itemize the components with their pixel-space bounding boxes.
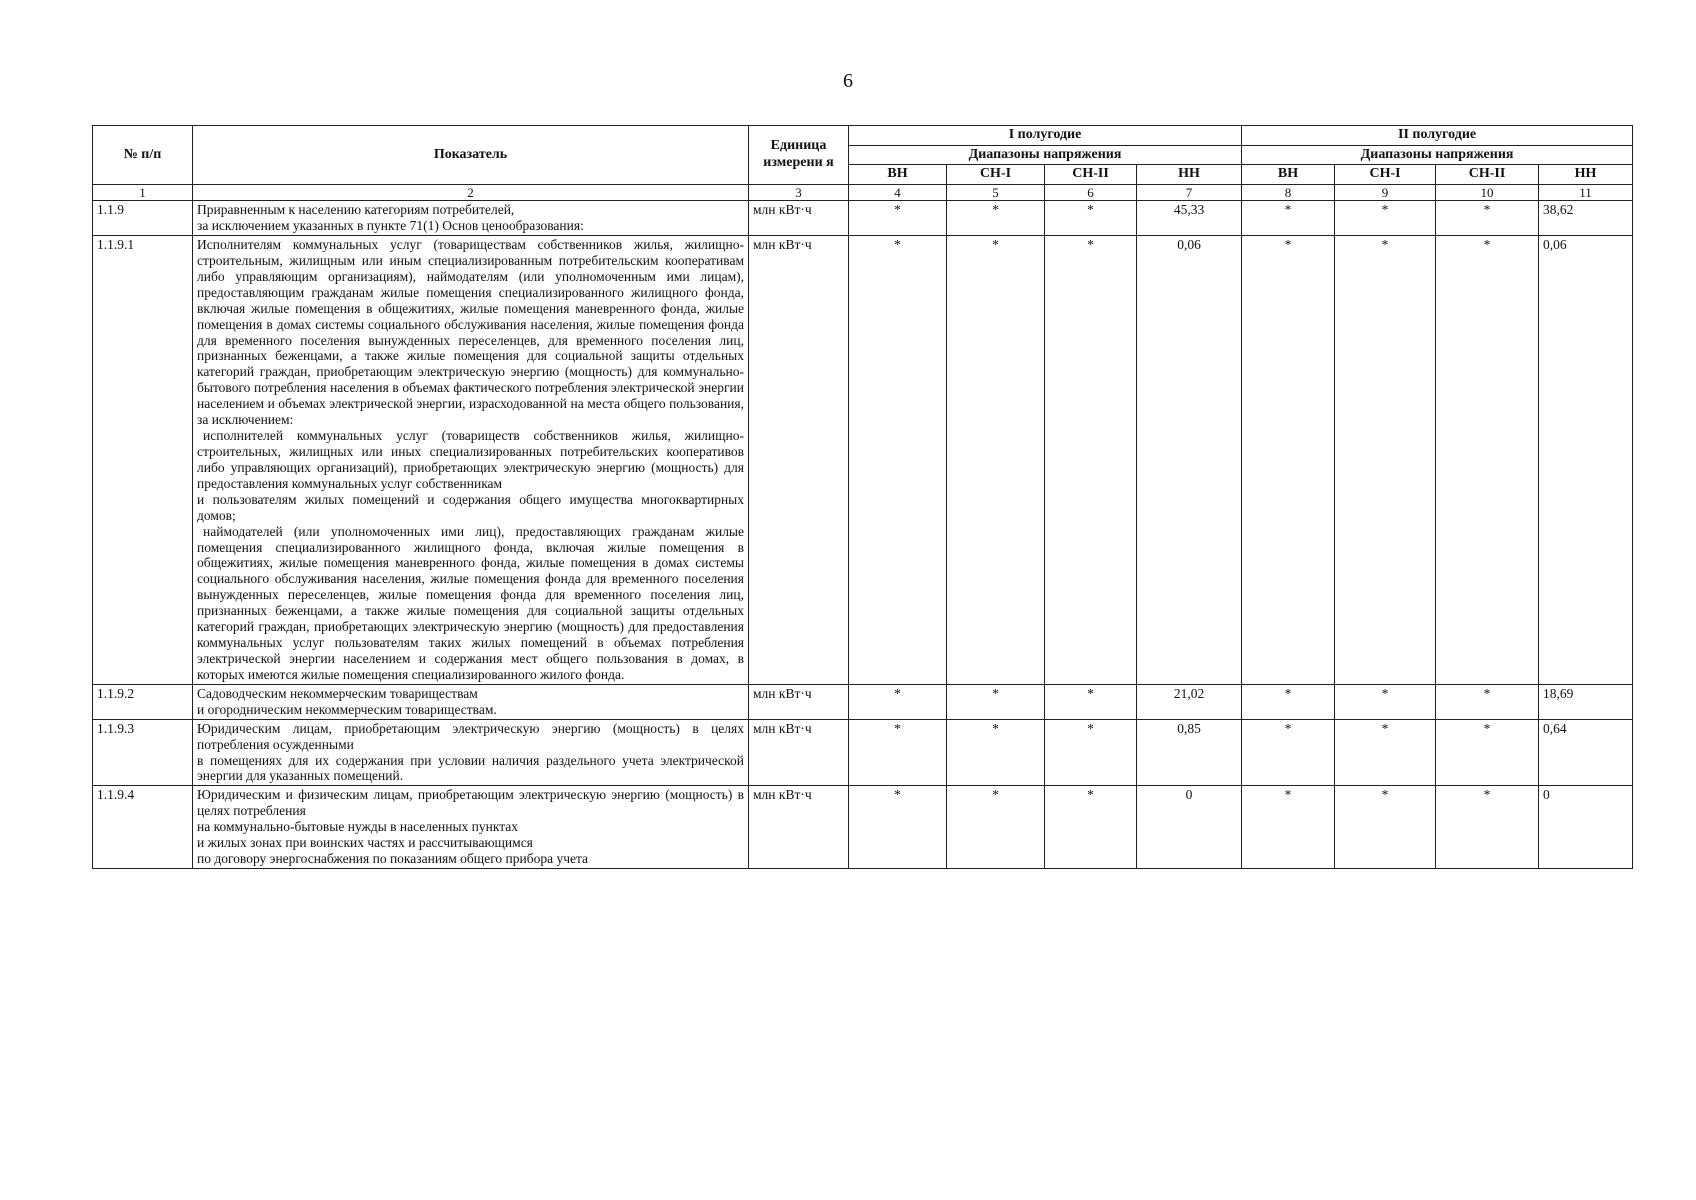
description-line: в помещениях для их содержания при условии наличия раздельного учета электрической энергии для указанных помещений. bbox=[197, 752, 744, 784]
description-line: на коммунально-бытовые нужды в населенных пунктах bbox=[197, 819, 519, 835]
value-h2-nn: 0 bbox=[1539, 786, 1633, 869]
row-number: 1.1.9.4 bbox=[93, 786, 193, 869]
column-number: 5 bbox=[947, 184, 1045, 201]
value-h1-sn1: * bbox=[947, 719, 1045, 786]
row-unit: млн кВт·ч bbox=[749, 786, 849, 869]
value-h1-sn2: * bbox=[1045, 236, 1137, 685]
header-level-vn: ВН bbox=[1242, 165, 1335, 185]
tariff-balance-table bbox=[92, 125, 1633, 869]
value-h1-vn: * bbox=[849, 236, 947, 685]
header-voltage-ranges-2: Диапазоны напряжения bbox=[1242, 145, 1633, 165]
header-level-sn2: СН-II bbox=[1436, 165, 1539, 185]
column-number: 4 bbox=[849, 184, 947, 201]
description-line: за исключением указанных в пункте 71(1) Основ ценообразования: bbox=[197, 218, 584, 234]
value-h1-sn1: * bbox=[947, 786, 1045, 869]
value-h2-sn2: * bbox=[1436, 786, 1539, 869]
value-h1-sn1: * bbox=[947, 236, 1045, 685]
row-unit: млн кВт·ч bbox=[749, 236, 849, 685]
column-number: 2 bbox=[193, 184, 749, 201]
description-line: по договору энергоснабжения по показаниям общего прибора учета bbox=[197, 851, 589, 867]
row-number: 1.1.9.1 bbox=[93, 236, 193, 685]
header-level-vn: ВН bbox=[849, 165, 947, 185]
value-h2-vn: * bbox=[1242, 236, 1335, 685]
value-h2-nn: 38,62 bbox=[1539, 201, 1633, 236]
value-h2-nn: 0,64 bbox=[1539, 719, 1633, 786]
table-row bbox=[93, 786, 1633, 869]
value-h2-nn: 18,69 bbox=[1539, 684, 1633, 719]
value-h2-sn2: * bbox=[1436, 719, 1539, 786]
row-description bbox=[193, 719, 749, 786]
row-number: 1.1.9.2 bbox=[93, 684, 193, 719]
column-number: 1 bbox=[93, 184, 193, 201]
column-number: 10 bbox=[1436, 184, 1539, 201]
value-h1-nn: 0,85 bbox=[1137, 719, 1242, 786]
value-h2-vn: * bbox=[1242, 684, 1335, 719]
value-h2-sn1: * bbox=[1335, 201, 1436, 236]
column-number: 3 bbox=[749, 184, 849, 201]
row-number: 1.1.9 bbox=[93, 201, 193, 236]
value-h1-vn: * bbox=[849, 719, 947, 786]
value-h2-sn1: * bbox=[1335, 719, 1436, 786]
description-line: Юридическим лицам, приобретающим электрическую энергию (мощность) в целях потребления осужденными bbox=[197, 720, 744, 752]
page-number: 6 bbox=[843, 70, 853, 92]
row-unit: млн кВт·ч bbox=[749, 201, 849, 236]
description-line: Юридическим и физическим лицам, приобретающим электрическую энергию (мощность) в целях потребления bbox=[197, 787, 744, 819]
header-indicator: Показатель bbox=[193, 126, 749, 185]
header-half-2: II полугодие bbox=[1242, 126, 1633, 146]
value-h1-vn: * bbox=[849, 201, 947, 236]
value-h2-sn2: * bbox=[1436, 236, 1539, 685]
value-h1-nn: 0,06 bbox=[1137, 236, 1242, 685]
value-h1-nn: 45,33 bbox=[1137, 201, 1242, 236]
value-h2-sn1: * bbox=[1335, 684, 1436, 719]
column-number: 9 bbox=[1335, 184, 1436, 201]
value-h1-sn1: * bbox=[947, 684, 1045, 719]
value-h1-vn: * bbox=[849, 684, 947, 719]
header-voltage-ranges-1: Диапазоны напряжения bbox=[849, 145, 1242, 165]
description-line: и огородническим некоммерческим товариществам. bbox=[197, 701, 497, 717]
description-line: Исполнителям коммунальных услуг (товариществам собственников жилья, жилищно-строительным, жилищным или иным специализированным потребительским кооперативам либо управляющим организациям), наймодателям (или уполномоченным ими лицам), предоставляющим гражданам жилые помещения специализированного жилищного фонда, включая жилые помещения в общежитиях, жилые помещения маневренного фонда, жилые помещения в домах системы социального обслуживания населения, жилые помещения фонда для временного поселения вынужденных переселенцев, для временного поселения лиц, признанных беженцами, а также жилые помещения для социальной защиты отдельных категорий граждан, приобретающим электрическую энергию (мощность) для коммунально-бытового потребления населения в объемах фактического потребления электрической энергии населением и объемах электрической энергии, израсходованной на места общего пользования, за исключением: bbox=[197, 237, 744, 428]
row-description bbox=[193, 236, 749, 685]
value-h2-nn: 0,06 bbox=[1539, 236, 1633, 685]
value-h2-sn2: * bbox=[1436, 201, 1539, 236]
column-number-row bbox=[93, 184, 1633, 201]
value-h1-sn2: * bbox=[1045, 719, 1137, 786]
header-level-nn: НН bbox=[1137, 165, 1242, 185]
table-header bbox=[93, 126, 1633, 201]
column-number: 11 bbox=[1539, 184, 1633, 201]
header-level-nn: НН bbox=[1539, 165, 1633, 185]
header-unit: Единица измерени я bbox=[749, 126, 849, 185]
value-h1-nn: 21,02 bbox=[1137, 684, 1242, 719]
value-h2-vn: * bbox=[1242, 201, 1335, 236]
header-level-sn2: СН-II bbox=[1045, 165, 1137, 185]
value-h1-sn1: * bbox=[947, 201, 1045, 236]
description-line: исполнителей коммунальных услуг (товариществ собственников жилья, жилищно-строительных, жилищных или иных специализированных потребительских кооперативов либо управляющих организаций), приобретающих электрическую энергию (мощность) для предоставления коммунальных услуг собственникам bbox=[197, 428, 744, 491]
value-h1-nn: 0 bbox=[1137, 786, 1242, 869]
value-h1-sn2: * bbox=[1045, 684, 1137, 719]
column-number: 6 bbox=[1045, 184, 1137, 201]
value-h1-sn2: * bbox=[1045, 201, 1137, 236]
value-h2-vn: * bbox=[1242, 719, 1335, 786]
row-description bbox=[193, 684, 749, 719]
description-line: и жилых зонах при воинских частях и рассчитывающимся bbox=[197, 835, 533, 851]
value-h2-sn1: * bbox=[1335, 786, 1436, 869]
value-h1-vn: * bbox=[849, 786, 947, 869]
row-number: 1.1.9.3 bbox=[93, 719, 193, 786]
row-description bbox=[193, 201, 749, 236]
value-h2-sn2: * bbox=[1436, 684, 1539, 719]
table-row bbox=[93, 201, 1633, 236]
description-line: наймодателей (или уполномоченных ими лиц), предоставляющих гражданам жилые помещения специализированного жилищного фонда, включая жилые помещения в общежитиях, жилые помещения маневренного фонда, жилые помещения в домах системы социального обслуживания населения, жилые помещения фонда для временного поселения вынужденных переселенцев, жилые помещения фонда для временного поселения лиц, признанных беженцами, а также жилые помещения для социальной защиты отдельных категорий граждан, приобретающих электрическую энергию (мощность) для предоставления коммунальных услуг пользователям таких жилых помещений в объемах потребления электрической энергии населением и содержания мест общего пользования в домах, в которых имеются жилые помещения специализированного жилого фонда. bbox=[197, 523, 744, 682]
header-level-sn1: СН-I bbox=[1335, 165, 1436, 185]
header-level-sn1: СН-I bbox=[947, 165, 1045, 185]
row-unit: млн кВт·ч bbox=[749, 684, 849, 719]
header-half-1: I полугодие bbox=[849, 126, 1242, 146]
table-row bbox=[93, 684, 1633, 719]
description-line: и пользователям жилых помещений и содержания общего имущества многоквартирных домов; bbox=[197, 491, 744, 523]
row-description bbox=[193, 786, 749, 869]
description-line: Приравненным к населению категориям потребителей, bbox=[197, 202, 515, 218]
table-row bbox=[93, 236, 1633, 685]
value-h1-sn2: * bbox=[1045, 786, 1137, 869]
value-h2-sn1: * bbox=[1335, 236, 1436, 685]
value-h2-vn: * bbox=[1242, 786, 1335, 869]
column-number: 7 bbox=[1137, 184, 1242, 201]
column-number: 8 bbox=[1242, 184, 1335, 201]
description-line: Садоводческим некоммерческим товариществам bbox=[197, 685, 478, 701]
header-no: № п/п bbox=[93, 126, 193, 185]
table-row bbox=[93, 719, 1633, 786]
row-unit: млн кВт·ч bbox=[749, 719, 849, 786]
